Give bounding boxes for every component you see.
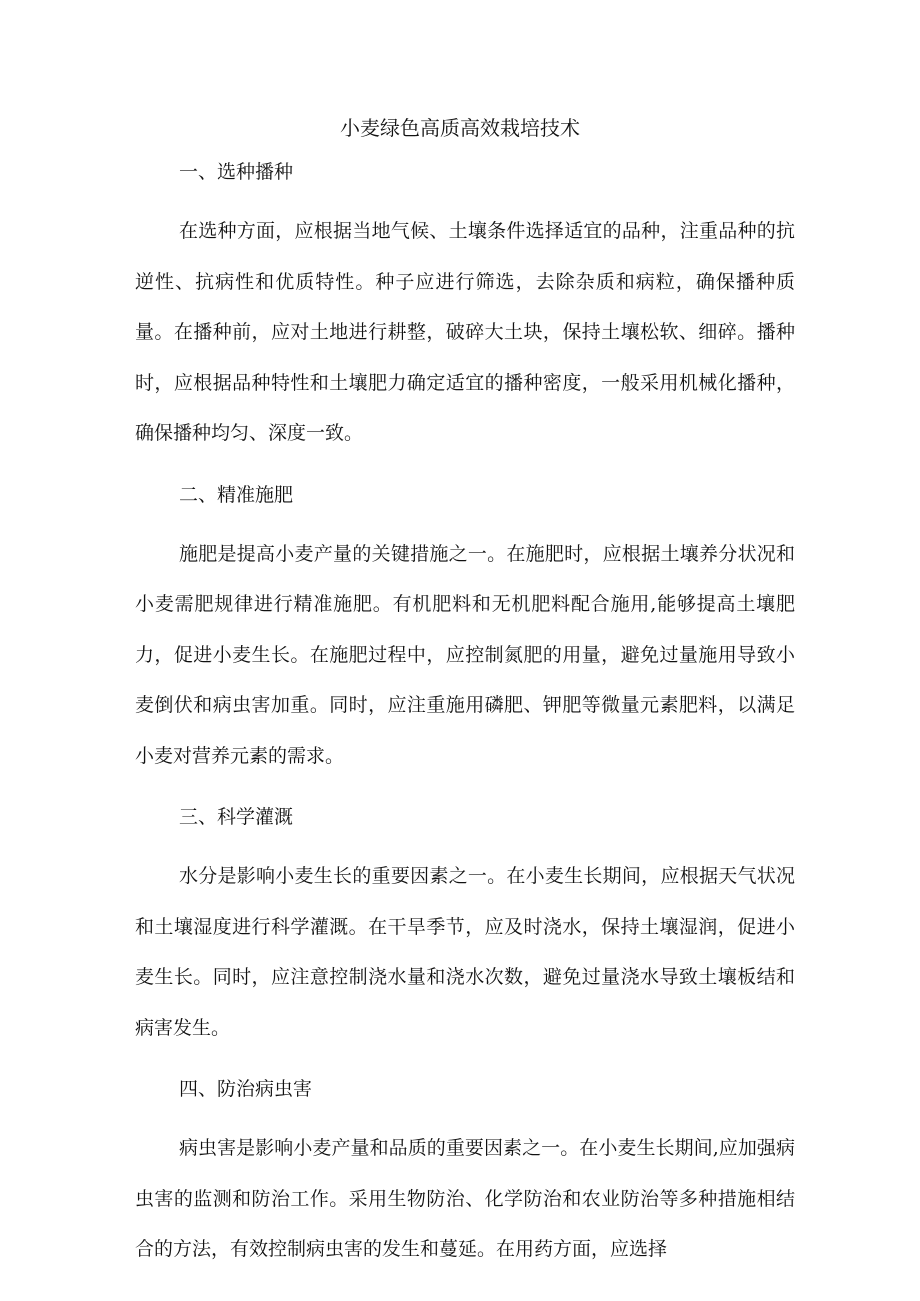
- section-pest-control: [135, 1073, 795, 1275]
- section-heading: 四、防治病虫害: [179, 1078, 313, 1100]
- section-paragraph: 水分是影响小麦生长的重要因素之一。在小麦生长期间，应根据天气状况和土壤湿度进行科学灌溉。在干旱季节，应及时浇水，保持土壤湿润，促进小麦生长。同时，应注意控制浇水量和浇水次数，避免过量浇水导致土壤板结和病害发生。: [135, 865, 795, 1039]
- section-paragraph: 在选种方面，应根据当地气候、土壤条件选择适宜的品种，注重品种的抗逆性、抗病性和优质特性。种子应进行筛选，去除杂质和病粒，确保播种质量。在播种前，应对土地进行耕整，破碎大土块，保持土壤松软、细碎。播种时，应根据品种特性和土壤肥力确定适宜的播种密度，一般采用机械化播种，确保播种均匀、深度一致。: [135, 220, 795, 444]
- section-heading: 一、选种播种: [179, 161, 294, 183]
- document-title: 小麦绿色高质高效栽培技术: [340, 116, 580, 140]
- section-heading: 二、精准施肥: [179, 483, 294, 506]
- section-precise-fertilization: [135, 479, 795, 782]
- document-body: [135, 156, 795, 1295]
- section-paragraph: 病虫害是影响小麦产量和品质的重要因素之一。在小麦生长期间,应加强病虫害的监测和防治工作。采用生物防治、化学防治和农业防治等多种措施相结合的方法，有效控制病虫害的发生和蔓延。在用药方面，应选择: [135, 1137, 795, 1260]
- section-heading: 三、科学灌溉: [179, 806, 294, 828]
- section-paragraph: 施肥是提高小麦产量的关键措施之一。在施肥时，应根据土壤养分状况和小麦需肥规律进行精准施肥。有机肥料和无机肥料配合施用,能够提高土壤肥力，促进小麦生长。在施肥过程中，应控制氮肥的用量，避免过量施用导致小麦倒伏和病虫害加重。同时，应注重施用磷肥、钾肥等微量元素肥料，以满足小麦对营养元素的需求。: [135, 542, 795, 767]
- section-seed-selection: [135, 156, 795, 459]
- section-scientific-irrigation: [135, 801, 795, 1053]
